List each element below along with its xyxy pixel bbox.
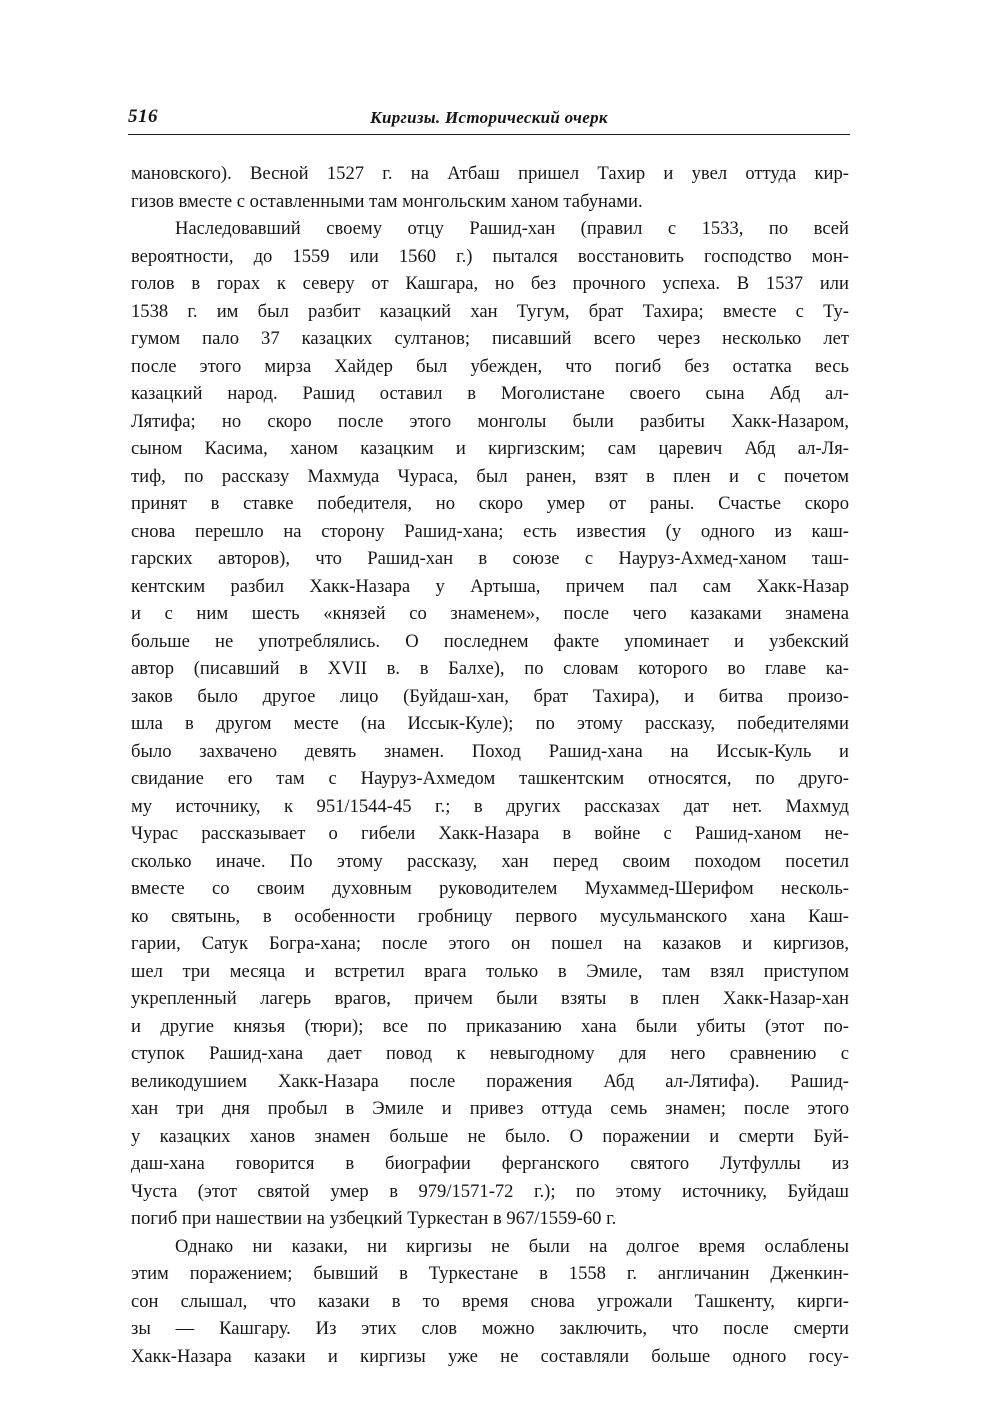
text-line: вероятности, до 1559 или 1560 г.) пытался восстановить господство мон-: [131, 245, 849, 267]
text-line: свидание его там с Науруз-Ахмедом ташкентским относятся, по друго-: [131, 768, 849, 789]
text-line: гизов вместе с оставленными там монгольским ханом табунами.: [131, 190, 643, 212]
text-line: тиф, по рассказу Махмуда Чураса, был ранен, взят в плен и с почетом: [131, 465, 849, 487]
text-line: Однако ни казаки, ни киргизы не были на долгое время ослаблены: [175, 1235, 849, 1257]
text-line: даш-хана говорится в биографии ферганского святого Лутфуллы из: [131, 1153, 849, 1174]
paragraph: [131, 215, 849, 1233]
text-line: сыном Касима, ханом казацким и киргизским; сам царевич Абд ал-Ля-: [131, 438, 849, 459]
text-line: погиб при нашествии на узбецкий Туркестан в 967/1559-60 г.: [131, 1208, 617, 1229]
text-line: 1538 г. им был разбит казацкий хан Тугум, брат Тахира; вместе с Ту-: [131, 300, 849, 322]
text-line: у казацких ханов знамен больше не было. О поражении и смерти Буй-: [131, 1125, 849, 1147]
text-line: вместе со своим духовным руководителем Мухаммед-Шерифом несколь-: [131, 878, 849, 899]
text-line: укрепленный лагерь врагов, причем были взяты в плен Хакк-Назар-хан: [131, 988, 849, 1009]
page-number: 516: [128, 106, 158, 127]
text-line: му источнику, к 951/1544-45 г.; в других рассказах дат нет. Махмуд: [131, 795, 849, 817]
running-head: [128, 100, 850, 135]
text-line: Лятифа; но скоро после этого монголы были разбиты Хакк-Назаром,: [131, 410, 849, 432]
running-title: Киргизы. Исторический очерк: [370, 108, 608, 127]
text-line: шел три месяца и встретил врага только в Эмиле, там взял приступом: [131, 960, 849, 982]
text-line: и с ним шесть «князей со знаменем», после чего казаками знамена: [131, 603, 849, 624]
text-line: сколько иначе. По этому рассказу, хан перед своим походом посетил: [131, 850, 849, 872]
paragraph: [131, 160, 849, 215]
text-line: Чурас рассказывает о гибели Хакк-Назара в войне с Рашид-ханом не-: [131, 823, 849, 844]
text-line: принят в ставке победителя, но скоро умер от раны. Счастье скоро: [131, 493, 849, 514]
text-line: заков было другое лицо (Буйдаш-хан, брат Тахира), и битва произо-: [131, 685, 849, 707]
text-line: этим поражением; бывший в Туркестане в 1558 г. англичанин Дженкин-: [131, 1263, 849, 1284]
text-line: гумом пало 37 казацких султанов; писавший всего через несколько лет: [131, 328, 849, 349]
text-line: ко святынь, в особенности гробницу первого мусульманского хана Каш-: [131, 905, 849, 927]
text-line: кентским разбил Хакк-Назара у Артыша, причем пал сам Хакк-Назар: [131, 575, 849, 597]
body-text: [131, 160, 849, 1370]
text-line: автор (писавший в XVII в. в Балхе), по словам которого во главе ка-: [131, 658, 849, 679]
text-line: Наследовавший своему отцу Рашид-хан (правил с 1533, по всей: [175, 218, 849, 239]
text-line: больше не употреблялись. О последнем факте упоминает и узбекский: [131, 630, 849, 652]
text-line: сон слышал, что казаки в то время снова угрожали Ташкенту, кирги-: [131, 1290, 849, 1312]
text-line: шла в другом месте (на Иссык-Куле); по этому рассказу, победителями: [131, 713, 849, 734]
text-line: после этого мирза Хайдер был убежден, что погиб без остатка весь: [131, 355, 849, 377]
text-line: зы — Кашгару. Из этих слов можно заключить, что после смерти: [131, 1318, 849, 1339]
text-line: было захвачено девять знамен. Поход Рашид-хана на Иссык-Куль и: [131, 740, 849, 762]
text-line: и другие князья (тюри); все по приказанию хана были убиты (этот по-: [131, 1015, 849, 1037]
text-line: казацкий народ. Рашид оставил в Моголистане своего сына Абд ал-: [131, 383, 849, 404]
text-line: голов в горах к северу от Кашгара, но без прочного успеха. В 1537 или: [131, 273, 849, 294]
text-line: хан три дня пробыл в Эмиле и привез оттуда семь знамен; после этого: [131, 1098, 849, 1119]
text-line: Хакк-Назара казаки и киргизы уже не составляли больше одного госу-: [131, 1345, 849, 1367]
text-line: гарии, Сатук Богра-хана; после этого он пошел на казаков и киргизов,: [131, 933, 849, 954]
text-line: Чуста (этот святой умер в 979/1571-72 г.); по этому источнику, Буйдаш: [131, 1180, 849, 1202]
text-line: мановского). Весной 1527 г. на Атбаш пришел Тахир и увел оттуда кир-: [131, 163, 849, 184]
text-line: гарских авторов), что Рашид-хан в союзе с Науруз-Ахмед-ханом таш-: [131, 548, 849, 569]
text-line: снова перешло на сторону Рашид-хана; есть известия (у одного из каш-: [131, 520, 849, 542]
paragraph: [131, 1233, 849, 1371]
text-line: ступок Рашид-хана дает повод к невыгодному для него сравнению с: [131, 1043, 849, 1064]
text-line: великодушием Хакк-Назара после поражения Абд ал-Лятифа). Рашид-: [131, 1070, 849, 1092]
